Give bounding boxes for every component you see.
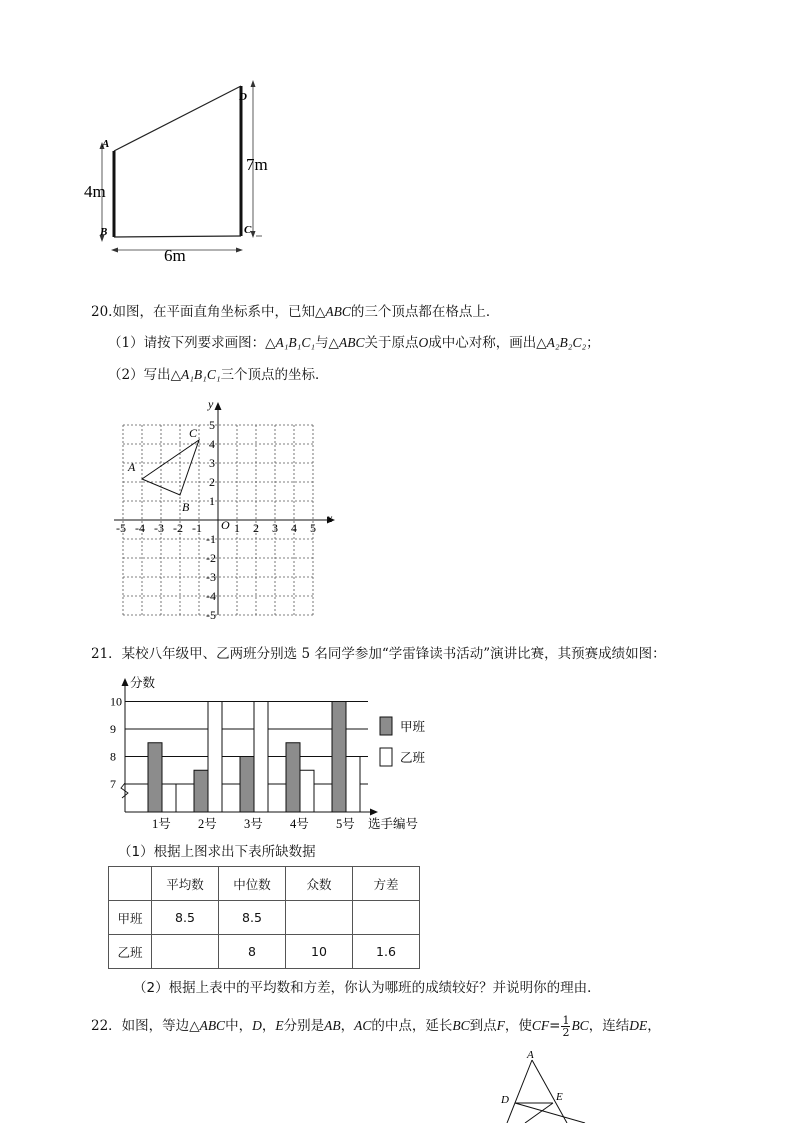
triangle-point-b: B: [182, 500, 190, 514]
x-axis-label: x: [327, 511, 333, 525]
chart-y-tick-label: 7: [110, 777, 116, 791]
triangle-point-a: A: [128, 460, 136, 474]
bar-class-b-5: [346, 757, 360, 813]
y-axis-label: y: [208, 397, 214, 411]
dim-bc-arrow-left: [111, 248, 118, 253]
dim-bc-arrow-right: [236, 248, 243, 253]
length-ab-label: 4m: [84, 182, 106, 201]
x-tick-label: 3: [272, 521, 278, 535]
y-tick-label: -2: [206, 551, 216, 565]
q20-stem: 20.如图，在平面直角坐标系中，已知△ABC的三个顶点都在格点上．: [91, 304, 500, 320]
bar-class-b-2: [208, 702, 222, 813]
q22-stem: 22．如图，等边△ABC中，D，E分别是AB，AC的中点，延长BC到点F，使CF= $\frac{1}{2}$ BC，连结DE，: [91, 1014, 661, 1039]
q20-part1: （1）请按下列要求画图：△A₁B₁C₁与△ABC关于原点O成中心对称，画出△A₂B₂C₂；: [108, 335, 600, 351]
x-tick-label: 2: [253, 521, 259, 535]
bar-class-a-3: [240, 757, 254, 813]
bar-class-b-3: [254, 702, 268, 813]
x-tick-label: -4: [135, 521, 145, 535]
fraction-one-half: $\frac{1}{2}$: [562, 1014, 570, 1039]
legend-label-class-a: 甲班: [400, 720, 426, 734]
chart-category-label: 5号: [336, 817, 355, 831]
origin-label: O: [221, 518, 230, 532]
length-bc-label: 6m: [164, 246, 186, 265]
x-tick-label: 1: [234, 521, 240, 535]
fig22-point-d: D: [501, 1094, 509, 1106]
chart-y-tick-label: 9: [110, 722, 116, 736]
q21-stem: 21．某校八年级甲、乙两班分别选 5 名同学参加“学雷锋读书活动”演讲比赛，其预赛成绩如图：: [91, 646, 666, 662]
fig22-point-e: E: [556, 1091, 563, 1103]
dim-dc-arrow-top: [251, 80, 256, 87]
y-tick-label: -5: [206, 608, 216, 621]
q21-part1: （1）根据上图求出下表所缺数据: [118, 844, 316, 860]
triangle-point-c: C: [189, 426, 198, 440]
y-tick-label: -3: [206, 570, 216, 584]
trapezoid-figure: [80, 78, 290, 268]
bar-class-a-1: [148, 743, 162, 812]
table-row: 乙班 8 10 1.6: [109, 935, 420, 969]
x-tick-label: -1: [192, 521, 202, 535]
point-c-label: C: [244, 224, 252, 236]
score-table: [108, 866, 420, 969]
bar-class-a-5: [332, 702, 346, 813]
y-tick-label: 2: [209, 475, 215, 489]
edge-ad: [114, 86, 241, 151]
x-tick-label: -3: [154, 521, 164, 535]
bar-class-a-2: [194, 770, 208, 812]
q20-part2: （2）写出△A₁B₁C₁三个顶点的坐标．: [108, 367, 329, 383]
legend-swatch-class-a: [380, 717, 392, 735]
y-tick-label: 1: [209, 494, 215, 508]
y-axis-arrow: [215, 402, 222, 410]
length-dc-label: 7m: [246, 155, 268, 174]
x-tick-label: -5: [116, 521, 126, 535]
y-tick-label: -1: [206, 532, 216, 546]
triangle-abc: [142, 440, 199, 495]
legend-label-class-b: 乙班: [400, 751, 426, 765]
chart-x-label: 选手编号: [368, 817, 419, 831]
edge-bc: [114, 236, 241, 237]
table-row: 甲班 8.5 8.5: [109, 901, 420, 935]
chart-category-label: 3号: [244, 817, 263, 831]
x-tick-label: 5: [310, 521, 316, 535]
table-header-row: 平均数 中位数 众数 方差: [109, 867, 420, 901]
chart-y-label: 分数: [130, 676, 156, 690]
point-a-label: A: [102, 138, 110, 150]
chart-category-label: 4号: [290, 817, 309, 831]
chart-category-label: 1号: [152, 817, 171, 831]
q21-part2: （2）根据上表中的平均数和方差，你认为哪班的成绩较好？并说明你的理由．: [133, 980, 601, 996]
bar-class-a-4: [286, 743, 300, 812]
coordinate-grid: [110, 396, 345, 621]
triangle-figure-q22: [495, 1048, 605, 1123]
y-tick-label: -4: [206, 589, 216, 603]
x-tick-label: 4: [291, 521, 297, 535]
bar-class-b-1: [162, 784, 176, 812]
point-b-label: B: [100, 226, 108, 238]
y-tick-label: 4: [209, 437, 215, 451]
chart-x-axis-arrow: [370, 809, 378, 816]
bar-class-b-4: [300, 770, 314, 812]
chart-y-axis-arrow: [122, 678, 129, 686]
chart-y-tick-label: 10: [110, 694, 122, 709]
point-d-label: D: [239, 91, 247, 103]
score-bar-chart: [100, 670, 440, 835]
legend-swatch-class-b: [380, 748, 392, 766]
chart-y-tick-label: 8: [110, 749, 116, 764]
x-tick-label: -2: [173, 521, 183, 535]
chart-category-label: 2号: [198, 817, 217, 831]
y-tick-label: 5: [209, 418, 215, 432]
y-tick-label: 3: [209, 456, 215, 470]
fig22-point-a: A: [527, 1049, 534, 1061]
